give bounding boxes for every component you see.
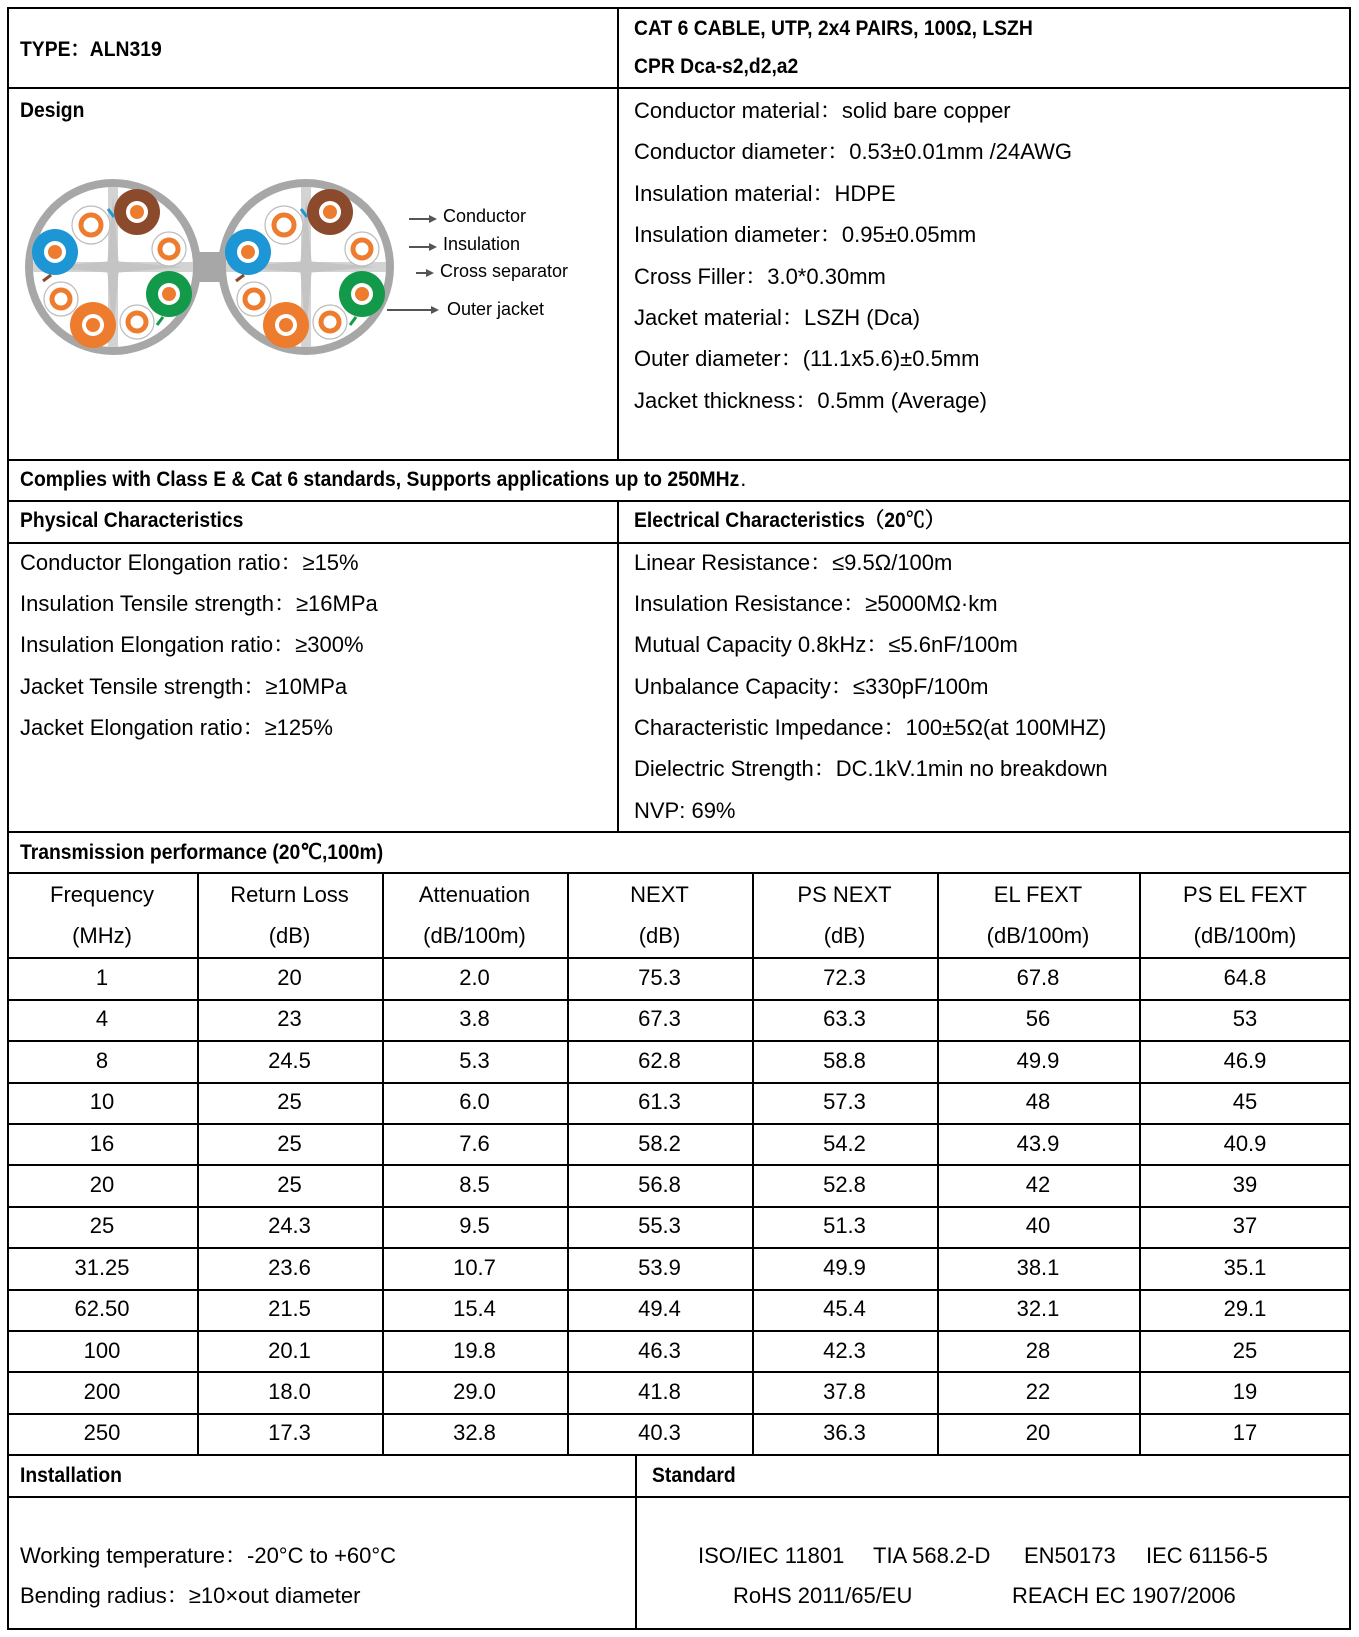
rule [617, 501, 619, 832]
type-label: TYPE：ALN319 [20, 38, 162, 61]
table-cell: 8 [95, 1048, 109, 1073]
installation-item: Bending radius：≥10×out diameter [20, 1583, 361, 1608]
table-cell: 2.0 [459, 965, 490, 990]
table-cell: 53 [1232, 1006, 1258, 1031]
column-header: PS EL FEXT [1183, 882, 1307, 907]
design-spec: Outer diameter：(11.1x5.6)±0.5mm [634, 346, 980, 371]
table-cell: 63.3 [823, 1006, 866, 1031]
design-spec: Insulation material：HDPE [634, 181, 896, 206]
rule [7, 1413, 1351, 1415]
table-cell: 19 [1232, 1379, 1258, 1404]
table-cell: 54.2 [823, 1131, 866, 1156]
table-cell: 15.4 [453, 1296, 496, 1321]
table-cell: 40 [1025, 1213, 1051, 1238]
table-cell: 100 [83, 1338, 121, 1363]
table-cell: 25 [277, 1131, 302, 1156]
table-cell: 61.3 [638, 1089, 681, 1114]
table-cell: 45 [1232, 1089, 1258, 1114]
diagram-label-cross-separator: Cross separator [440, 261, 569, 281]
table-cell: 20 [89, 1172, 115, 1197]
standard-item: ISO/IEC 11801 [698, 1543, 845, 1568]
column-header: Return Loss [230, 882, 349, 907]
rule [7, 87, 1351, 89]
table-cell: 23.6 [268, 1255, 311, 1280]
table-cell: 49.4 [638, 1296, 681, 1321]
rule [7, 1082, 1351, 1084]
table-cell: 22 [1025, 1379, 1051, 1404]
table-cell: 62.50 [74, 1296, 130, 1321]
column-unit: (dB/100m) [986, 923, 1090, 948]
table-cell: 28 [1025, 1338, 1051, 1363]
rule [7, 872, 1351, 874]
table-cell: 42.3 [823, 1338, 866, 1363]
table-cell: 37 [1232, 1213, 1258, 1238]
table-cell: 53.9 [638, 1255, 681, 1280]
table-cell: 45.4 [823, 1296, 866, 1321]
design-heading: Design [20, 99, 85, 122]
table-cell: 20 [1025, 1420, 1051, 1445]
table-cell: 25 [277, 1172, 302, 1197]
cable-title: CAT 6 CABLE, UTP, 2x4 PAIRS, 100Ω, LSZH [634, 17, 1033, 40]
physical-item: Jacket Elongation ratio：≥125% [20, 715, 333, 740]
rule [7, 459, 1351, 461]
diagram-label-outer-jacket: Outer jacket [447, 299, 545, 319]
table-cell: 49.9 [1016, 1048, 1060, 1073]
table-cell: 64.8 [1223, 965, 1267, 990]
column-header: EL FEXT [993, 882, 1083, 907]
table-cell: 29.1 [1223, 1296, 1267, 1321]
compliance-text: Complies with Class E & Cat 6 standards, Supports applications up to 250MHz [20, 468, 740, 491]
rule [7, 500, 1351, 502]
table-cell: 51.3 [823, 1213, 866, 1238]
electrical-item: Unbalance Capacity：≤330pF/100m [634, 674, 989, 699]
table-cell: 32.1 [1016, 1296, 1060, 1321]
table-cell: 40.9 [1223, 1131, 1267, 1156]
table-cell: 67.8 [1016, 965, 1060, 990]
rule [7, 1289, 1351, 1291]
table-cell: 38.1 [1016, 1255, 1060, 1280]
rule [7, 1123, 1351, 1125]
rule [1139, 873, 1141, 1455]
table-cell: 46.3 [638, 1338, 681, 1363]
rule [617, 7, 619, 460]
table-cell: 9.5 [459, 1213, 490, 1238]
table-cell: 42 [1025, 1172, 1051, 1197]
table-cell: 1 [95, 965, 109, 990]
column-unit: (dB) [638, 923, 681, 948]
table-cell: 25 [277, 1089, 302, 1114]
electrical-item: Insulation Resistance：≥5000MΩ·km [634, 591, 998, 616]
compliance-period: . [740, 466, 747, 491]
table-cell: 7.6 [459, 1131, 490, 1156]
table-cell: 57.3 [823, 1089, 866, 1114]
column-unit: (dB/100m) [423, 923, 526, 948]
electrical-item: NVP: 69% [634, 798, 736, 823]
rule [7, 542, 1351, 544]
table-cell: 32.8 [453, 1420, 496, 1445]
physical-heading: Physical Characteristics [20, 509, 244, 532]
table-cell: 20 [277, 965, 302, 990]
table-cell: 56.8 [638, 1172, 681, 1197]
table-cell: 24.5 [268, 1048, 311, 1073]
standard-heading: Standard [652, 1464, 736, 1487]
table-cell: 43.9 [1016, 1131, 1060, 1156]
table-cell: 46.9 [1223, 1048, 1267, 1073]
column-header: NEXT [630, 882, 689, 907]
table-cell: 31.25 [74, 1255, 130, 1280]
physical-item: Insulation Tensile strength：≥16MPa [20, 591, 378, 616]
column-header: PS NEXT [797, 882, 892, 907]
rule [937, 873, 939, 1455]
table-cell: 62.8 [638, 1048, 681, 1073]
table-cell: 40.3 [638, 1420, 681, 1445]
table-cell: 5.3 [459, 1048, 490, 1073]
column-unit: (dB) [823, 923, 866, 948]
rule [7, 999, 1351, 1001]
table-cell: 10.7 [453, 1255, 496, 1280]
diagram-label-conductor: Conductor [443, 206, 527, 226]
table-cell: 23 [277, 1006, 302, 1031]
table-cell: 18.0 [268, 1379, 311, 1404]
design-spec: Conductor diameter：0.53±0.01mm /24AWG [634, 139, 1073, 164]
installation-item: Working temperature：-20°C to +60°C [20, 1543, 397, 1568]
electrical-item: Dielectric Strength：DC.1kV.1min no breakdown [634, 756, 1108, 781]
rule [567, 873, 569, 1455]
rule [7, 1040, 1351, 1042]
table-cell: 41.8 [638, 1379, 681, 1404]
table-cell: 75.3 [638, 965, 681, 990]
table-cell: 8.5 [459, 1172, 490, 1197]
table-cell: 58.8 [823, 1048, 866, 1073]
rule [7, 1371, 1351, 1373]
rule [197, 873, 199, 1455]
table-cell: 52.8 [823, 1172, 866, 1197]
table-cell: 6.0 [459, 1089, 490, 1114]
table-cell: 17.3 [268, 1420, 311, 1445]
table-cell: 24.3 [268, 1213, 311, 1238]
column-header: Attenuation [418, 882, 531, 907]
table-cell: 58.2 [638, 1131, 681, 1156]
table-cell: 35.1 [1223, 1255, 1267, 1280]
table-cell: 25 [89, 1213, 115, 1238]
electrical-item: Linear Resistance：≤9.5Ω/100m [634, 550, 953, 575]
electrical-heading: Electrical Characteristics（20℃） [634, 509, 945, 532]
design-spec: Jacket material：LSZH (Dca) [634, 305, 921, 330]
rule [7, 1496, 1351, 1498]
rule [7, 831, 1351, 833]
design-spec: Conductor material：solid bare copper [634, 98, 1011, 123]
rule [635, 1455, 637, 1630]
transmission-heading: Transmission performance (20℃,100m) [20, 841, 384, 864]
installation-heading: Installation [20, 1464, 122, 1487]
table-cell: 29.0 [453, 1379, 496, 1404]
table-cell: 21.5 [268, 1296, 311, 1321]
table-cell: 37.8 [823, 1379, 866, 1404]
table-cell: 55.3 [638, 1213, 681, 1238]
table-cell: 49.9 [823, 1255, 866, 1280]
table-cell: 19.8 [453, 1338, 496, 1363]
rule [7, 1206, 1351, 1208]
diagram-label-insulation: Insulation [443, 234, 521, 254]
electrical-item: Characteristic Impedance：100±5Ω(at 100MHZ) [634, 715, 1107, 740]
rule [382, 873, 384, 1455]
column-unit: (dB/100m) [1193, 923, 1297, 948]
column-unit: (dB) [268, 923, 311, 948]
cpr-class: CPR Dca-s2,d2,a2 [634, 55, 799, 78]
rule [7, 1454, 1351, 1456]
table-cell: 67.3 [638, 1006, 681, 1031]
table-cell: 39 [1232, 1172, 1258, 1197]
datasheet [7, 7, 1351, 1630]
design-spec: Jacket thickness：0.5mm (Average) [634, 388, 987, 413]
physical-item: Insulation Elongation ratio：≥300% [20, 632, 364, 657]
compliance-statement [20, 464, 802, 495]
table-cell: 17 [1232, 1420, 1258, 1445]
rule [752, 873, 754, 1455]
table-cell: 4 [95, 1006, 109, 1031]
table-cell: 56 [1025, 1006, 1051, 1031]
physical-item: Jacket Tensile strength：≥10MPa [20, 674, 348, 699]
electrical-item: Mutual Capacity 0.8kHz：≤5.6nF/100m [634, 632, 1018, 657]
standard-item: IEC 61156-5 [1146, 1543, 1268, 1568]
rule [7, 1247, 1351, 1249]
table-cell: 20.1 [268, 1338, 311, 1363]
standard-item: TIA 568.2-D [873, 1543, 991, 1568]
table-cell: 36.3 [823, 1420, 866, 1445]
table-cell: 48 [1025, 1089, 1051, 1114]
standard-item: EN50173 [1024, 1543, 1116, 1568]
column-unit: (MHz) [72, 923, 132, 948]
rule [7, 1330, 1351, 1332]
physical-item: Conductor Elongation ratio：≥15% [20, 550, 359, 575]
table-cell: 16 [89, 1131, 115, 1156]
table-cell: 200 [83, 1379, 121, 1404]
table-cell: 25 [1232, 1338, 1258, 1363]
column-header: Frequency [50, 882, 154, 907]
table-cell: 3.8 [459, 1006, 490, 1031]
design-spec: Insulation diameter：0.95±0.05mm [634, 222, 977, 247]
standard-item: REACH EC 1907/2006 [1012, 1583, 1236, 1608]
rule [7, 957, 1351, 959]
table-cell: 72.3 [823, 965, 866, 990]
table-cell: 10 [89, 1089, 115, 1114]
standard-item: RoHS 2011/65/EU [733, 1583, 913, 1608]
rule [7, 1164, 1351, 1166]
design-spec: Cross Filler：3.0*0.30mm [634, 264, 886, 289]
table-cell: 250 [83, 1420, 121, 1445]
